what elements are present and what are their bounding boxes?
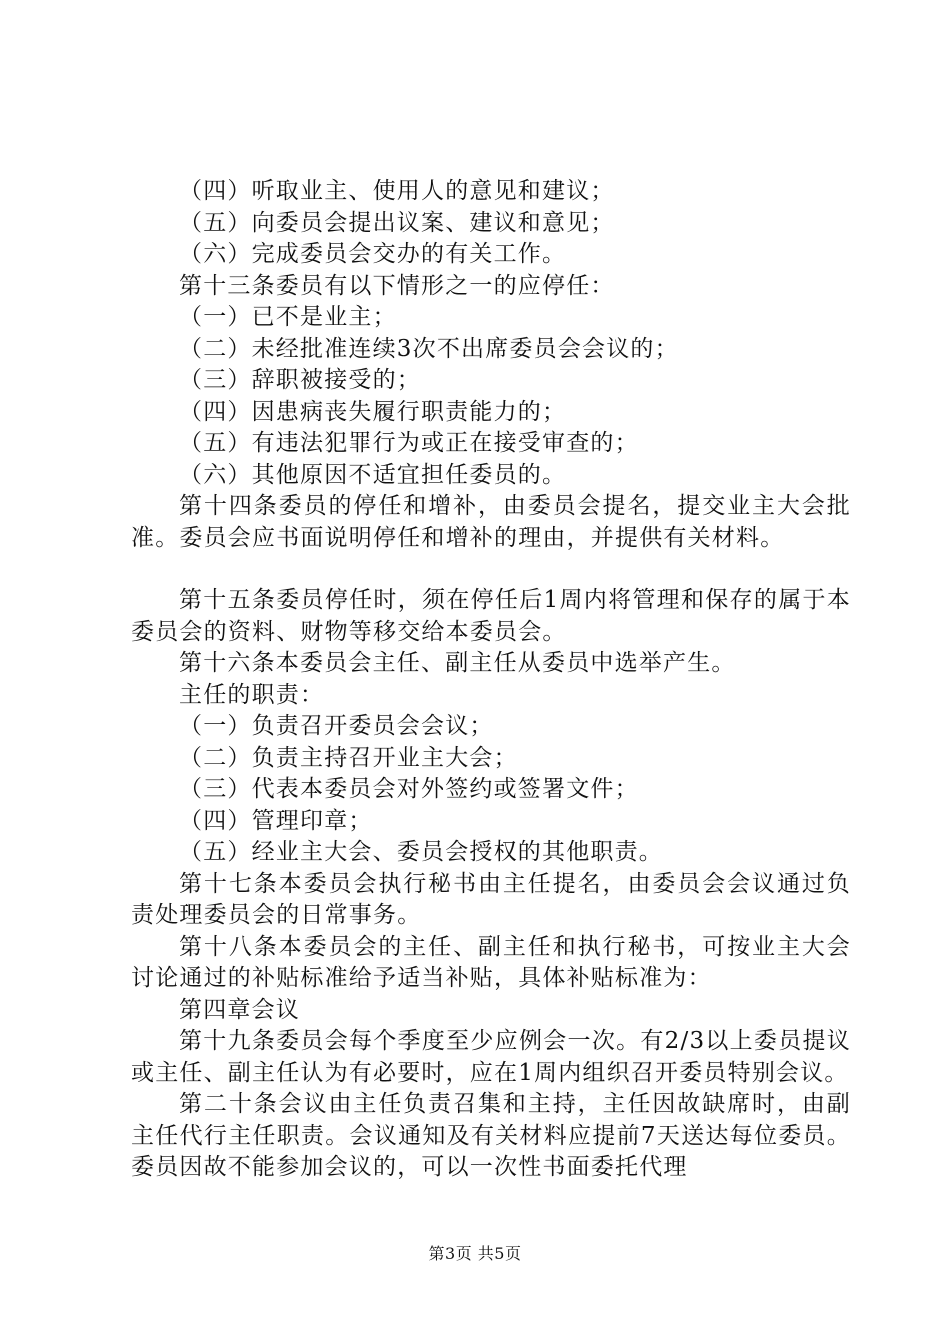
- paragraph-article-20: 第二十条会议由主任负责召集和主持，主任因故缺席时，由副主任代行主任职责。会议通知及有关材料应提前7天送达每位委员。委员因故不能参加会议的，可以一次性书面委托代理: [131, 1091, 851, 1180]
- paragraph-clause-5-propose: （五）向委员会提出议案、建议和意见；: [179, 209, 615, 236]
- chapter-4-heading: 第四章会议: [179, 996, 300, 1023]
- paragraph-article-13-item-2: （二）未经批准连续3次不出席委员会会议的；: [179, 335, 679, 362]
- paragraph-clause-4-listen: （四）听取业主、使用人的意见和建议；: [179, 178, 615, 204]
- paragraph-article-13-item-6: （六）其他原因不适宜担任委员的。: [179, 461, 567, 488]
- paragraph-director-duty-5: （五）经业主大会、委员会授权的其他职责。: [179, 839, 663, 865]
- paragraph-article-13-item-4: （四）因患病丧失履行职责能力的；: [179, 398, 567, 425]
- paragraph-article-15: 第十五条委员停任时，须在停任后1周内将管理和保存的属于本委员会的资料、财物等移交给本委员会。: [131, 587, 851, 645]
- paragraph-director-duty-1: （一）负责召开委员会会议；: [179, 713, 494, 739]
- paragraph-article-16: 第十六条本委员会主任、副主任从委员中选举产生。: [179, 650, 736, 676]
- paragraph-director-duties-heading: 主任的职责：: [179, 681, 325, 708]
- paragraph-article-13: 第十三条委员有以下情形之一的应停任：: [179, 272, 615, 299]
- paragraph-director-duty-2: （二）负责主持召开业主大会；: [179, 744, 518, 771]
- paragraph-article-13-item-1: （一）已不是业主；: [179, 304, 397, 330]
- paragraph-spacer: [131, 554, 851, 585]
- page-footer: [0, 1241, 950, 1264]
- document-body: [131, 176, 851, 1184]
- paragraph-article-13-item-5: （五）有违法犯罪行为或正在接受审查的；: [179, 430, 639, 456]
- paragraph-article-14: 第十四条委员的停任和增补，由委员会提名，提交业主大会批准。委员会应书面说明停任和增补的理由，并提供有关材料。: [131, 493, 851, 551]
- paragraph-director-duty-4: （四）管理印章；: [179, 807, 373, 834]
- paragraph-article-17: 第十七条本委员会执行秘书由主任提名，由委员会会议通过负责处理委员会的日常事务。: [131, 870, 851, 928]
- paragraph-article-13-item-3: （三）辞职被接受的；: [179, 367, 421, 393]
- paragraph-article-18: 第十八条本委员会的主任、副主任和执行秘书，可按业主大会讨论通过的补贴标准给予适当补贴，具体补贴标准为：: [131, 933, 851, 991]
- paragraph-director-duty-3: （三）代表本委员会对外签约或签署文件；: [179, 776, 639, 802]
- page-number-label: 第3页 共5页: [428, 1244, 522, 1263]
- paragraph-article-19: 第十九条委员会每个季度至少应例会一次。有2/3以上委员提议或主任、副主任认为有必要时，应在1周内组织召开委员特别会议。: [131, 1028, 851, 1086]
- paragraph-clause-6-complete: （六）完成委员会交办的有关工作。: [179, 241, 567, 267]
